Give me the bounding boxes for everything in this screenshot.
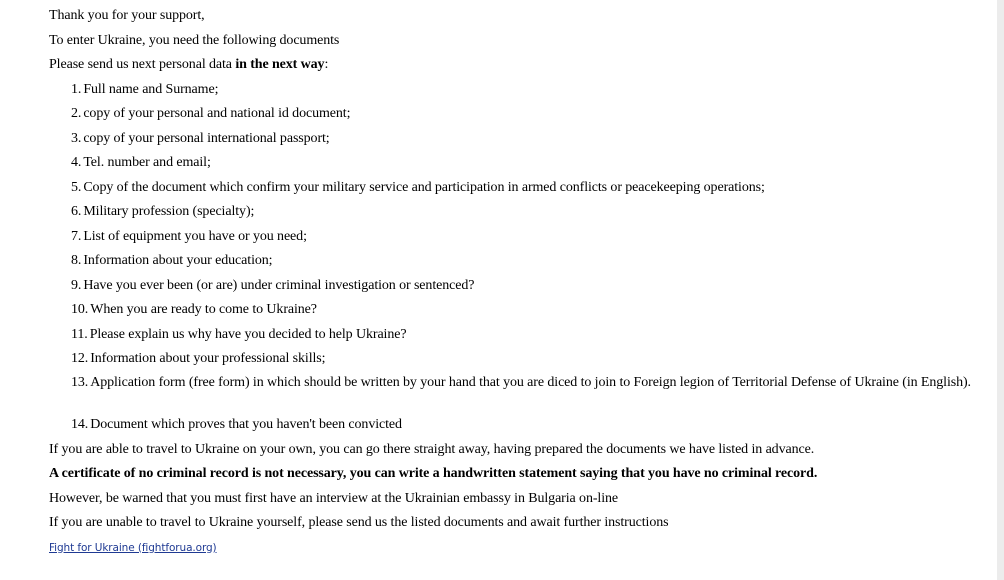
list-item-text: Information about your professional skills; bbox=[90, 351, 326, 366]
list-item-number: 9. bbox=[71, 277, 82, 293]
list-item-text: Tel. number and email; bbox=[83, 155, 211, 170]
list-item-text: Please explain us why have you decided to help Ukraine? bbox=[89, 326, 407, 342]
travel-note: If you are able to travel to Ukraine on your own, you can go there straight away, having prepared the documents we have listed in advance. bbox=[49, 441, 815, 457]
list-item-text: copy of your personal and national id document; bbox=[83, 106, 351, 121]
list-item bbox=[71, 80, 995, 105]
list-item bbox=[71, 251, 995, 276]
list-item bbox=[71, 276, 995, 301]
list-item bbox=[71, 202, 995, 227]
list-item-text: When you are ready to come to Ukraine? bbox=[90, 302, 317, 317]
list-item-number: 1. bbox=[71, 81, 82, 97]
send-prefix-text: Please send us next personal data bbox=[49, 57, 236, 72]
list-item-text: Have you ever been (or are) under criminal investigation or sentenced? bbox=[83, 277, 475, 293]
list-item-text: Full name and Surname; bbox=[83, 81, 219, 97]
list-item-text: List of equipment you have or you need; bbox=[83, 228, 307, 244]
list-item-number: 6. bbox=[71, 204, 82, 219]
list-item-number: 13. bbox=[71, 374, 89, 390]
send-suffix-text: : bbox=[324, 57, 329, 72]
list-item bbox=[71, 227, 995, 252]
list-item bbox=[71, 129, 995, 154]
list-item-number: 7. bbox=[71, 228, 82, 244]
list-item-number: 12. bbox=[71, 351, 89, 366]
list-item-number: 2. bbox=[71, 106, 82, 121]
list-item-number: 10. bbox=[71, 302, 89, 317]
list-item-text: Information about your education; bbox=[83, 253, 273, 268]
list-item bbox=[71, 374, 995, 416]
list-item-text: Document which proves that you haven't been convicted bbox=[90, 417, 402, 432]
unable-note: If you are unable to travel to Ukraine yourself, please send us the listed documents and await further instructions bbox=[49, 515, 669, 530]
required-documents-list bbox=[49, 80, 995, 440]
intro-text: To enter Ukraine, you need the following documents bbox=[49, 32, 340, 48]
list-item bbox=[71, 178, 995, 203]
greeting-text: Thank you for your support, bbox=[49, 8, 205, 23]
list-item bbox=[71, 104, 995, 129]
list-item-number: 11. bbox=[71, 326, 88, 342]
list-item-number: 3. bbox=[71, 130, 82, 146]
list-item-text: Military profession (specialty); bbox=[83, 204, 255, 219]
list-item-text: Copy of the document which confirm your military service and participation in armed conflicts or peacekeeping operations; bbox=[83, 179, 765, 195]
list-item-text: Application form (free form) in which should be written by your hand that you are diced to join to Foreign legion of Territorial Defense of Ukraine (in English). bbox=[90, 374, 971, 390]
list-item-number: 8. bbox=[71, 253, 82, 268]
certificate-note: A certificate of no criminal record is not necessary, you can write a handwritten statement saying that you have no criminal record. bbox=[49, 466, 818, 481]
send-instructions bbox=[49, 55, 995, 80]
interview-note: However, be warned that you must first have an interview at the Ukrainian embassy in Bulgaria on-line bbox=[49, 490, 619, 506]
list-item bbox=[71, 153, 995, 178]
list-item bbox=[71, 415, 995, 440]
list-item-number: 4. bbox=[71, 155, 82, 170]
fightforua-link[interactable]: Fight for Ukraine (fightforua.org) bbox=[49, 541, 217, 554]
list-item bbox=[71, 325, 995, 350]
list-item-number: 14. bbox=[71, 417, 89, 432]
list-item bbox=[71, 349, 995, 374]
document-body bbox=[49, 6, 995, 556]
right-edge-bar bbox=[997, 0, 1004, 580]
list-item bbox=[71, 300, 995, 325]
list-item-text: copy of your personal international passport; bbox=[83, 130, 330, 146]
list-item-number: 5. bbox=[71, 179, 82, 195]
send-bold-text: in the next way bbox=[235, 57, 325, 72]
